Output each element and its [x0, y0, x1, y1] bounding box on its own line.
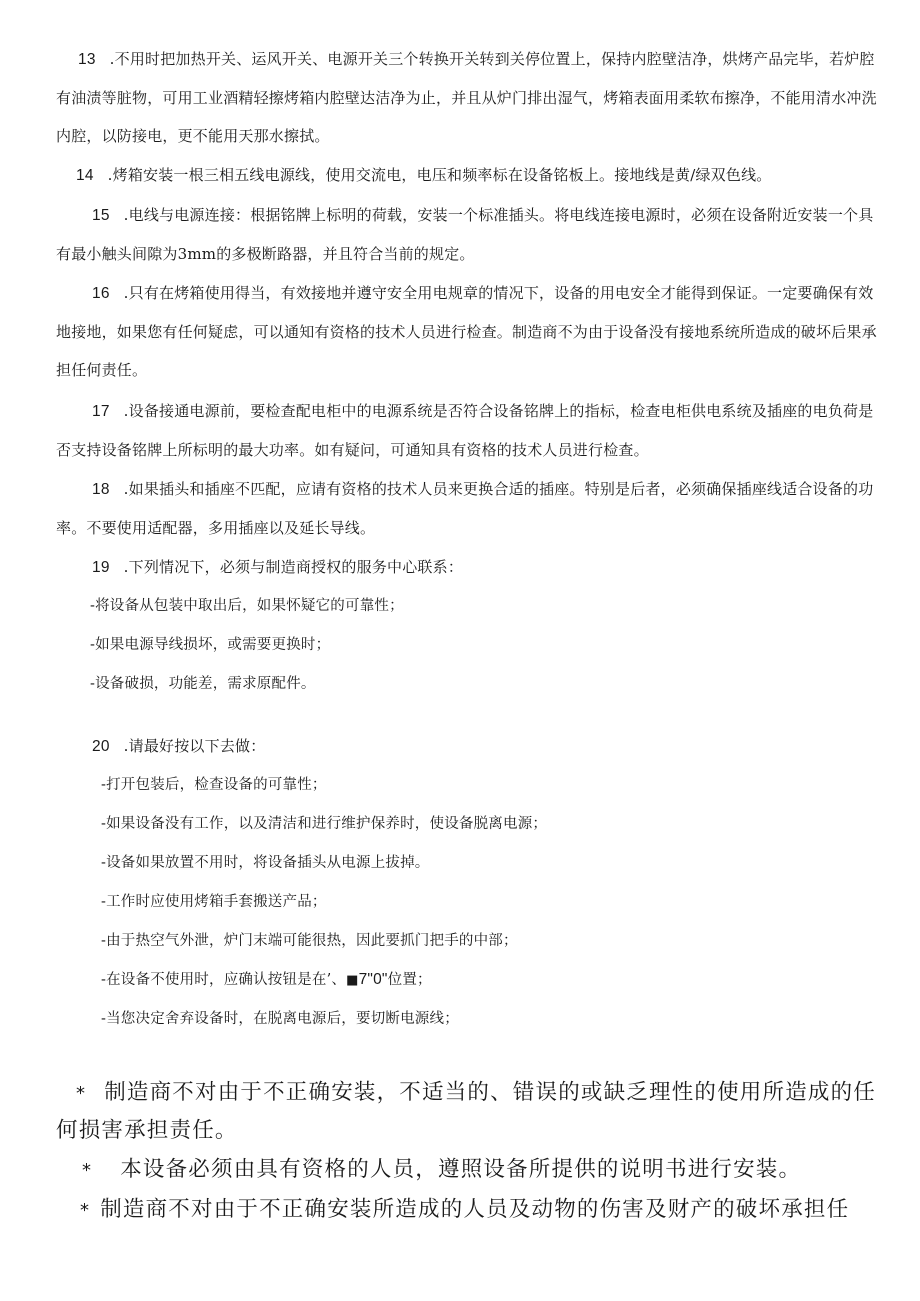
item-text: .如果插头和插座不匹配，应请有资格的技术人员来更换合适的插座。特别是后者，必须确保插座线适合设备的功率。不要使用适配器，多用插座以及延长导线。	[56, 480, 874, 537]
item-13	[56, 40, 884, 155]
item-number: 17	[92, 403, 110, 420]
note-installation	[56, 1151, 884, 1189]
item-19	[56, 548, 884, 587]
item-18	[56, 470, 884, 547]
item-20-sub: -由于热空气外泄，炉门末端可能很热，因此要抓门把手的中部；	[101, 933, 518, 949]
item-number: 19	[92, 559, 110, 576]
note-damage	[56, 1191, 884, 1229]
item-15	[56, 196, 884, 273]
item-20-sub: -设备如果放置不用时，将设备插头从电源上拔掉。	[101, 855, 430, 871]
item-14	[56, 156, 884, 195]
item-number: 18	[92, 481, 110, 498]
note-text: 本设备必须由具有资格的人员，遵照设备所提供的说明书进行安装。	[120, 1157, 802, 1182]
item-text: .电线与电源连接：根据铭牌上标明的荷载，安装一个标准插头。将电线连接电源时，必须在设备附近安装一个具有最小触头间隙为3mm的多极断路器，并且符合当前的规定。	[56, 206, 874, 263]
asterisk: *	[80, 1200, 91, 1221]
item-19-sub: -将设备从包装中取出后，如果怀疑它的可靠性；	[90, 598, 404, 614]
item-text: .请最好按以下去做：	[123, 737, 266, 755]
item-number: 15	[92, 207, 110, 224]
note-text: 制造商不对由于不正确安装所造成的人员及动物的伤害及财产的破坏承担任	[100, 1197, 850, 1222]
item-19-sub: -设备破损，功能差，需求原配件。	[90, 676, 316, 692]
item-text: .不用时把加热开关、运风开关、电源开关三个转换开关转到关停位置上，保持内腔壁洁净，烘烤产品完毕，若炉腔有油渍等脏物，可用工业酒精轻擦烤箱内腔壁达洁净为止，并且从炉门排出湿气，烤箱表面用柔软布擦净，不能用清水冲洗内腔，以防接电，更不能用天那水擦拭。	[56, 50, 877, 145]
item-text: .设备接通电源前，要检查配电柜中的电源系统是否符合设备铭牌上的指标，检查电柜供电系统及插座的电负荷是否支持设备铭牌上所标明的最大功率。如有疑问，可通知具有资格的技术人员进行检查。	[56, 402, 874, 459]
item-19-sub: -如果电源导线损坏，或需要更换时；	[90, 637, 331, 653]
button-code: 7"0"	[358, 971, 388, 988]
item-20-sub: -打开包装后，检查设备的可靠性；	[101, 777, 327, 793]
item-17	[56, 392, 884, 469]
note-text: 制造商不对由于不正确安装，不适当的、错误的或缺乏理性的使用所造成的任何损害承担责任。	[56, 1080, 877, 1143]
asterisk: *	[82, 1160, 93, 1181]
item-text: .下列情况下，必须与制造商授权的服务中心联系：	[123, 558, 464, 576]
item-20-sub: -当您决定舍弃设备时，在脱离电源后，要切断电源线；	[101, 1011, 459, 1027]
item-20-sub: -如果设备没有工作，以及清洁和进行维护保养时，使设备脱离电源；	[101, 816, 548, 832]
sub-text-before: -在设备不使用时，应确认按钮是在’、	[101, 972, 347, 988]
item-number: 20	[92, 738, 110, 755]
item-number: 16	[92, 285, 110, 302]
item-20	[56, 727, 884, 766]
note-liability	[56, 1074, 884, 1149]
item-text: .只有在烤箱使用得当，有效接地并遵守安全用电规章的情况下，设备的用电安全才能得到保证。一定要确保有效地接地，如果您有任何疑虑，可以通知有资格的技术人员进行检查。制造商不为由于设备没有接地系统所造成的破坏后果承担任何责任。	[56, 284, 877, 379]
item-number: 14	[76, 167, 94, 184]
item-number: 13	[78, 51, 96, 68]
item-16	[56, 274, 884, 389]
asterisk: *	[76, 1083, 87, 1104]
sub-text-after: 位置；	[387, 972, 432, 988]
item-20-sub-button-position	[101, 961, 432, 1000]
square-glyph: ■	[346, 973, 359, 988]
item-text: .烤箱安装一根三相五线电源线，使用交流电，电压和频率标在设备铭板上。接地线是黄/绿双色线。	[107, 166, 772, 184]
item-20-sub: -工作时应使用烤箱手套搬送产品；	[101, 894, 327, 910]
